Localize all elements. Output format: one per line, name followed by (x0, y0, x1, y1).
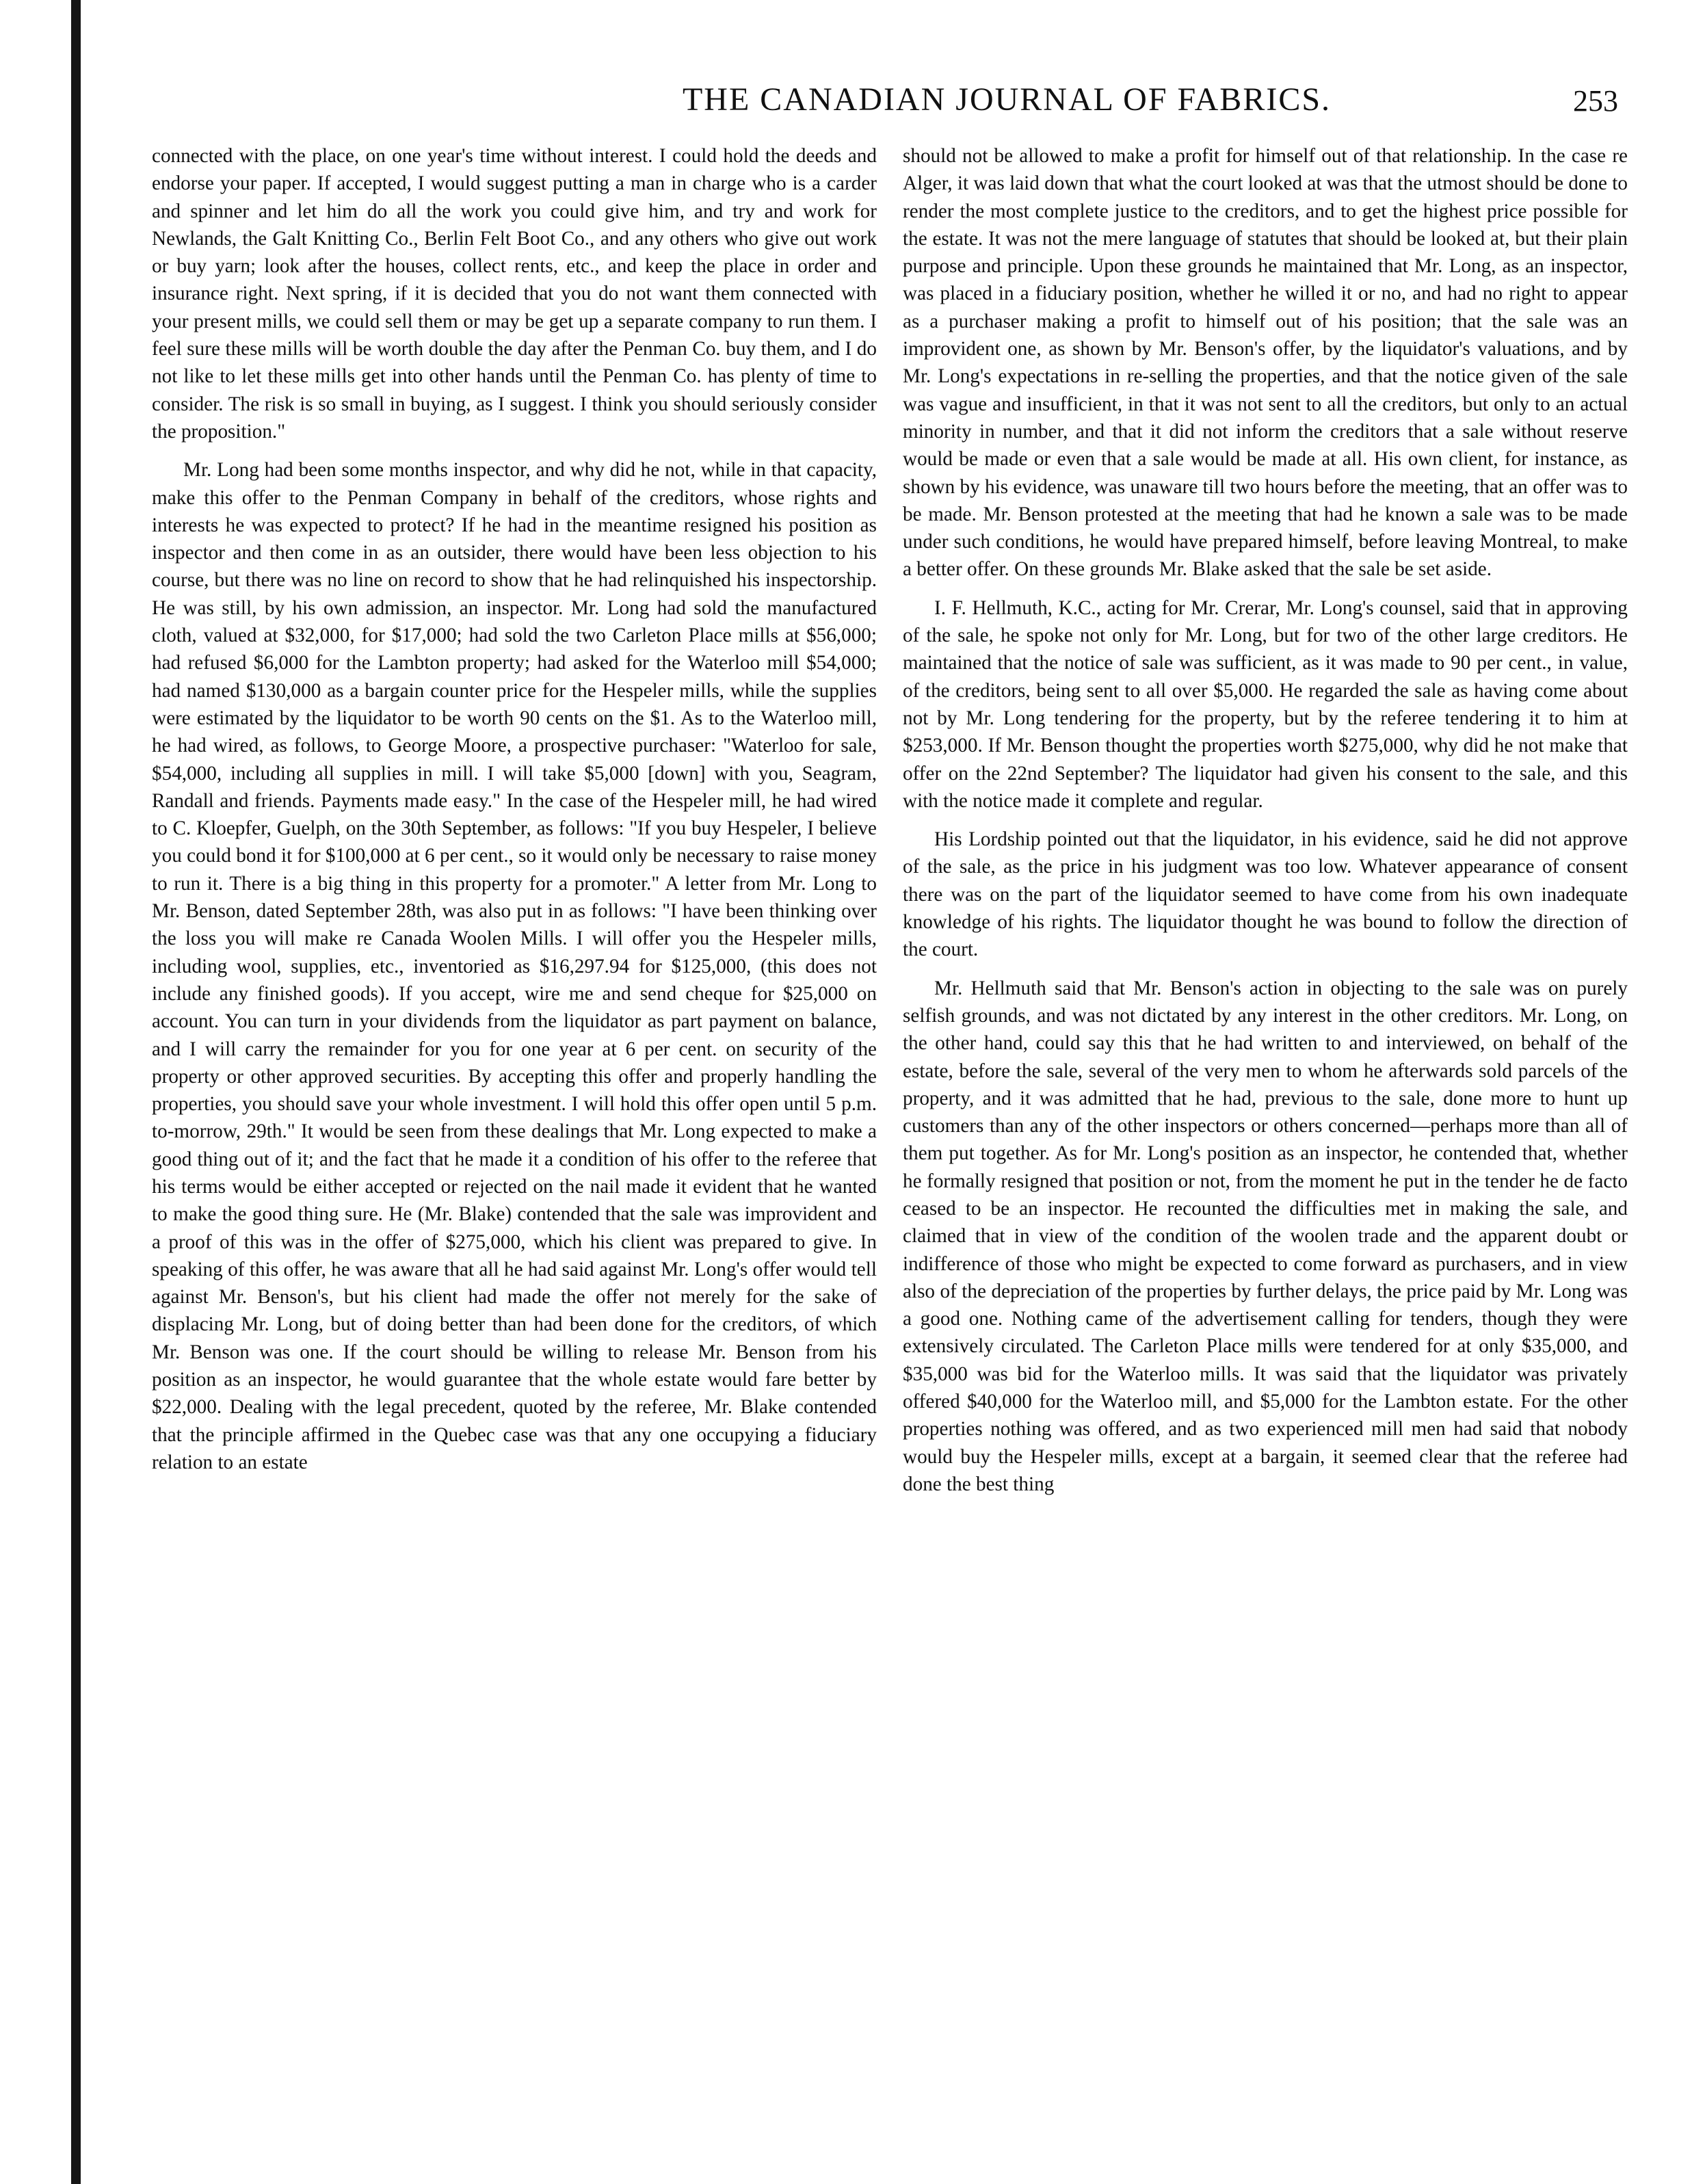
page-header (152, 81, 1636, 129)
paragraph: His Lordship pointed out that the liquidator, in his evidence, said he did not approve of the sale, as the price in his judgment was too low. Whatever appearance of consent there was on the part of the liquidator seemed to have come from his own inadequate knowledge of his rights. The liquidator thought he was bound to follow the direction of the court. (903, 828, 1628, 961)
paragraph: Mr. Hellmuth said that Mr. Benson's action in objecting to the sale was on purely selfish grounds, and was not dictated by any interest in the other creditors. Mr. Long, on the other hand, could say this that he had written to and interviewed, on behalf of the estate, before the sale, several of the very men to whom he afterwards sold parcels of the property, and it was admitted that he had, previous to the sale, done more to hunt up customers than any of the other inspectors or others concerned—perhaps more than all of them put together. As for Mr. Long's position as an inspector, he contended that, whether he formally resigned that position or not, from the moment he put in the tender he de facto ceased to be an inspector. He recounted the difficulties met in making the sale, and claimed that in view of the condition of the woolen trade and the apparent doubt or indifference of those who might be expected to come forward as purchasers, and in view also of the depreciation of the properties by further delays, the price paid by Mr. Long was a good one. Nothing came of the advertisement calling for tenders, though they were extensively circulated. The Carleton Place mills were tendered for at only $35,000, and $35,000 was bid for the Waterloo mills. It was said that the liquidator was privately offered $40,000 for the Waterloo mill, and $5,000 for the Lambton estate. For the other properties nothing was offered, and as two experienced mill men had said that nobody would buy the Hespeler mills, except at a bargain, it seemed clear that the referee had done the best thing (903, 977, 1628, 1495)
paragraph: connected with the place, on one year's time without interest. I could hold the deeds and endorse your paper. If accepted, I would suggest putting a man in charge who is a carder and spinner and let him do all the work you could give him, and try and work for Newlands, the Galt Knitting Co., Berlin Felt Boot Co., and any others who give out work or buy yarn; look after the houses, collect rents, etc., and keep the place in order and insurance right. Next spring, if it is decided that you do not want them connected with your present mills, we could sell them or may be get up a separate company to run them. I feel sure these mills will be worth double the day after the Penman Co. buy them, and I do not like to let these mills get into other hands until the Penman Co. has plenty of time to consider. The risk is so small in buying, as I suggest. I think you should seriously consider the proposition." (152, 145, 877, 443)
journal-title: THE CANADIAN JOURNAL OF FABRICS. (682, 81, 1332, 118)
paragraph: I. F. Hellmuth, K.C., acting for Mr. Crerar, Mr. Long's counsel, said that in approving of the sale, he spoke not only for Mr. Long, but for two of the other large creditors. He maintained that the notice of sale was sufficient, as it was made to 90 per cent., in value, of the creditors, being sent to all over $5,000. He regarded the sale as having come about not by Mr. Long tendering for the property, but by the referee tendering it to him at $253,000. If Mr. Benson thought the properties worth $275,000, why did he not make that offer on the 22nd September? The liquidator had given his consent to the sale, and this with the notice made it complete and regular. (903, 596, 1628, 812)
right-column (903, 142, 1628, 1498)
page-number: 253 (1573, 84, 1618, 118)
left-column (152, 142, 877, 1476)
paragraph: should not be allowed to make a profit for himself out of that relationship. In the case re Alger, it was laid down that what the court looked at was that the utmost should be done to render the most complete justice to the creditors, and to get the highest price possible for the estate. It was not the mere language of statutes that should be looked at, but their plain purpose and principle. Upon these grounds he maintained that Mr. Long, as an inspector, was placed in a fiduciary position, whether he willed it or no, and had no right to appear as a purchaser making a profit to himself out of his position; that the sale was an improvident one, as shown by Mr. Benson's offer, by the liquidator's valuations, and by Mr. Long's expectations in re-selling the properties, and that the notice given of the sale was vague and insufficient, in that it was not sent to all the creditors, but only to an actual minority in number, and that it did not inform the creditors that a sale without reserve would be made or even that a sale would be made at all. His own client, for instance, as shown by his evidence, was unaware till two hours before the meeting, that an offer was to be made. Mr. Benson protested at the meeting that had he known a sale was to be made under such conditions, he would have prepared himself, before leaving Montreal, to make a better offer. On these grounds Mr. Blake asked that the sale be set aside. (903, 145, 1628, 581)
paragraph: Mr. Long had been some months inspector, and why did he not, while in that capacity, make this offer to the Penman Company in behalf of the creditors, whose rights and interests he was expected to protect? If he had in the meantime resigned his position as inspector and then come in as an outsider, there would have been less objection to his course, but there was no line on record to show that he had relinquished his inspectorship. He was still, by his own admission, an inspector. Mr. Long had sold the manufactured cloth, valued at $32,000, for $17,000; had sold the two Carleton Place mills at $56,000; had refused $6,000 for the Lambton property; had asked for the Waterloo mill $54,000; had named $130,000 as a bargain counter price for the Hespeler mills, while the supplies were estimated by the liquidator to be worth 90 cents on the $1. As to the Waterloo mill, he had wired, as follows, to George Moore, a prospective purchaser: "Waterloo for sale, $54,000, including all supplies in mill. I will take $5,000 [down] with you, Seagram, Randall and friends. Payments made easy." In the case of the Hespeler mill, he had wired to C. Kloepfer, Guelph, on the 30th September, as follows: "If you buy Hespeler, I believe you could bond it for $100,000 at 6 per cent., so it would only be necessary to raise money to run it. There is a big thing in this property for a promoter." A letter from Mr. Long to Mr. Benson, dated September 28th, was also put in as follows: "I have been thinking over the loss you will make re Canada Woolen Mills. I will offer you the Hespeler mills, including wool, supplies, etc., inventoried as $16,297.94 for $125,000, (this does not include any finished goods). If you accept, wire me and send cheque for $25,000 on account. You can turn in your dividends from the liquidator as part payment on balance, and I will carry the remainder for you for one year at 6 per cent. on security of the property or other approved securities. By accepting this offer and properly handling the properties, you should save your whole investment. I will hold this offer open until 5 p.m. to-morrow, 29th." It would be seen from these dealings that Mr. Long expected to make a good thing out of it; and the fact that he made it a condition of his offer to the referee that his terms would be either accepted or rejected on the nail made it evident that he wanted to make the good thing sure. He (Mr. Blake) contended that the sale was improvident and a proof of this was in the offer of $275,000, which his client was prepared to give. In speaking of this offer, he was aware that all he had said against Mr. Long's offer would tell against Mr. Benson's, but his client had made the offer not merely for the sake of displacing Mr. Long, but of doing better than had been done for the creditors, of which Mr. Benson was one. If the court should be willing to release Mr. Benson from his position as an inspector, he would guarantee that the whole estate would fare better by $22,000. Dealing with the legal precedent, quoted by the referee, Mr. Blake contended that the principle affirmed in the Quebec case was that any one occupying a fiduciary relation to an estate (152, 459, 877, 1473)
binding-edge (71, 0, 81, 2184)
